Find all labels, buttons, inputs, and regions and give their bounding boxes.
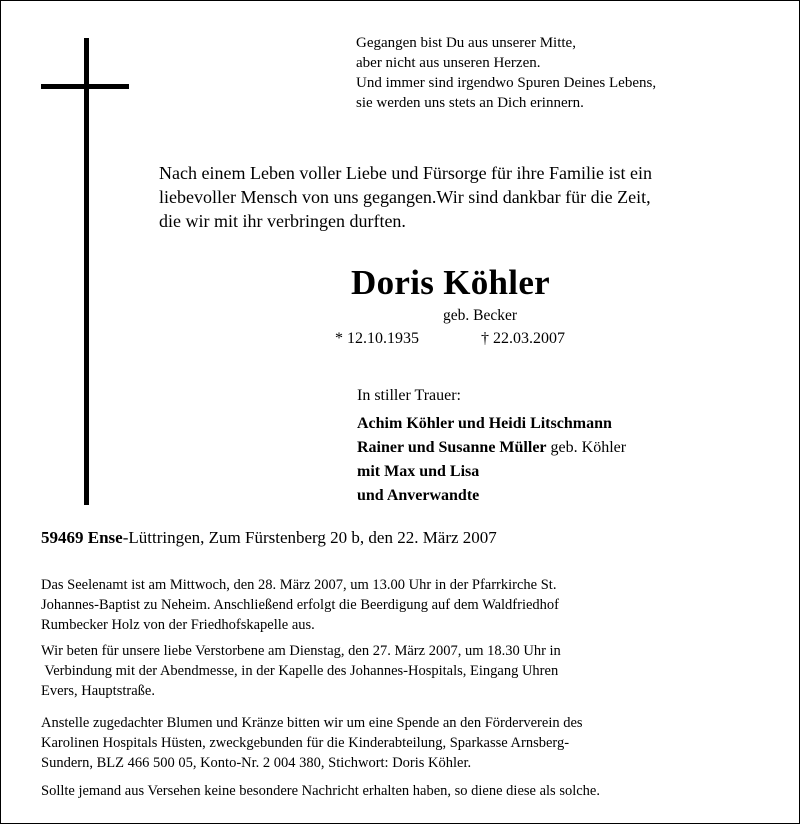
- cross-icon: [84, 38, 89, 505]
- address-postcode-city: 59469 Ense: [41, 528, 123, 547]
- deceased-name: Doris Köhler: [351, 263, 550, 302]
- notice-requiem: [41, 575, 769, 635]
- notice-line: Das Seelenamt ist am Mittwoch, den 28. März 2007, um 13.00 Uhr in der Pfarrkirche St.: [41, 577, 557, 593]
- birth-date: * 12.10.1935: [335, 330, 419, 347]
- notice-line: Verbindung mit der Abendmesse, in der Kapelle des Johannes-Hospitals, Eingang Uhren: [41, 663, 559, 679]
- mourner-line-suffix: geb. Köhler: [546, 439, 627, 456]
- mourner-line: und Anverwandte: [357, 487, 480, 504]
- notice-line: Evers, Hauptstraße.: [41, 683, 155, 699]
- mourner-line: Achim Köhler und Heidi Litschmann: [357, 415, 612, 432]
- notice-donation: [41, 713, 769, 773]
- poem-line: Gegangen bist Du aus unserer Mitte,: [356, 35, 576, 51]
- notice-prayer: [41, 641, 769, 701]
- notice-line: Wir beten für unsere liebe Verstorbene am Dienstag, den 27. März 2007, um 18.30 Uhr in: [41, 643, 561, 659]
- intro-line: Nach einem Leben voller Liebe und Fürsorge für ihre Familie ist ein: [159, 163, 653, 183]
- intro-text: [159, 161, 652, 233]
- death-date: † 22.03.2007: [481, 330, 565, 347]
- poem: [356, 33, 656, 113]
- cross-icon-bar: [41, 84, 129, 89]
- notice-line: Johannes-Baptist zu Neheim. Anschließend erfolgt die Beerdigung auf dem Waldfriedhof: [41, 597, 560, 613]
- poem-line: aber nicht aus unseren Herzen.: [356, 55, 541, 71]
- poem-line: sie werden uns stets an Dich erinnern.: [356, 95, 584, 111]
- intro-line: die wir mit ihr verbringen durften.: [159, 211, 406, 231]
- address-rest: -Lüttringen, Zum Fürstenberg 20 b, den 22. März 2007: [122, 528, 497, 547]
- notice-line: Rumbecker Holz von der Friedhofskapelle aus.: [41, 617, 315, 633]
- intro-line: liebevoller Mensch von uns gegangen.Wir sind dankbar für die Zeit,: [159, 187, 651, 207]
- notice-line: Anstelle zugedachter Blumen und Kränze bitten wir um eine Spende an den Förderverein des: [41, 715, 583, 731]
- notice-line: Sollte jemand aus Versehen keine besondere Nachricht erhalten haben, so diene diese als solche.: [41, 783, 600, 799]
- mourning-label: In stiller Trauer:: [357, 387, 461, 404]
- notice-closing: [41, 781, 769, 801]
- notice-line: Sundern, BLZ 466 500 05, Konto-Nr. 2 004 380, Stichwort: Doris Köhler.: [41, 755, 472, 771]
- notice-line: Karolinen Hospitals Hüsten, zweckgebunden für die Kinderabteilung, Sparkasse Arnsberg-: [41, 735, 570, 751]
- maiden-name: geb. Becker: [443, 307, 518, 324]
- mourner-line: mit Max und Lisa: [357, 463, 480, 480]
- poem-line: Und immer sind irgendwo Spuren Deines Lebens,: [356, 75, 657, 91]
- address-line: [41, 528, 497, 548]
- mourner-line: Rainer und Susanne Müller: [357, 439, 547, 456]
- mourners-list: [357, 412, 626, 508]
